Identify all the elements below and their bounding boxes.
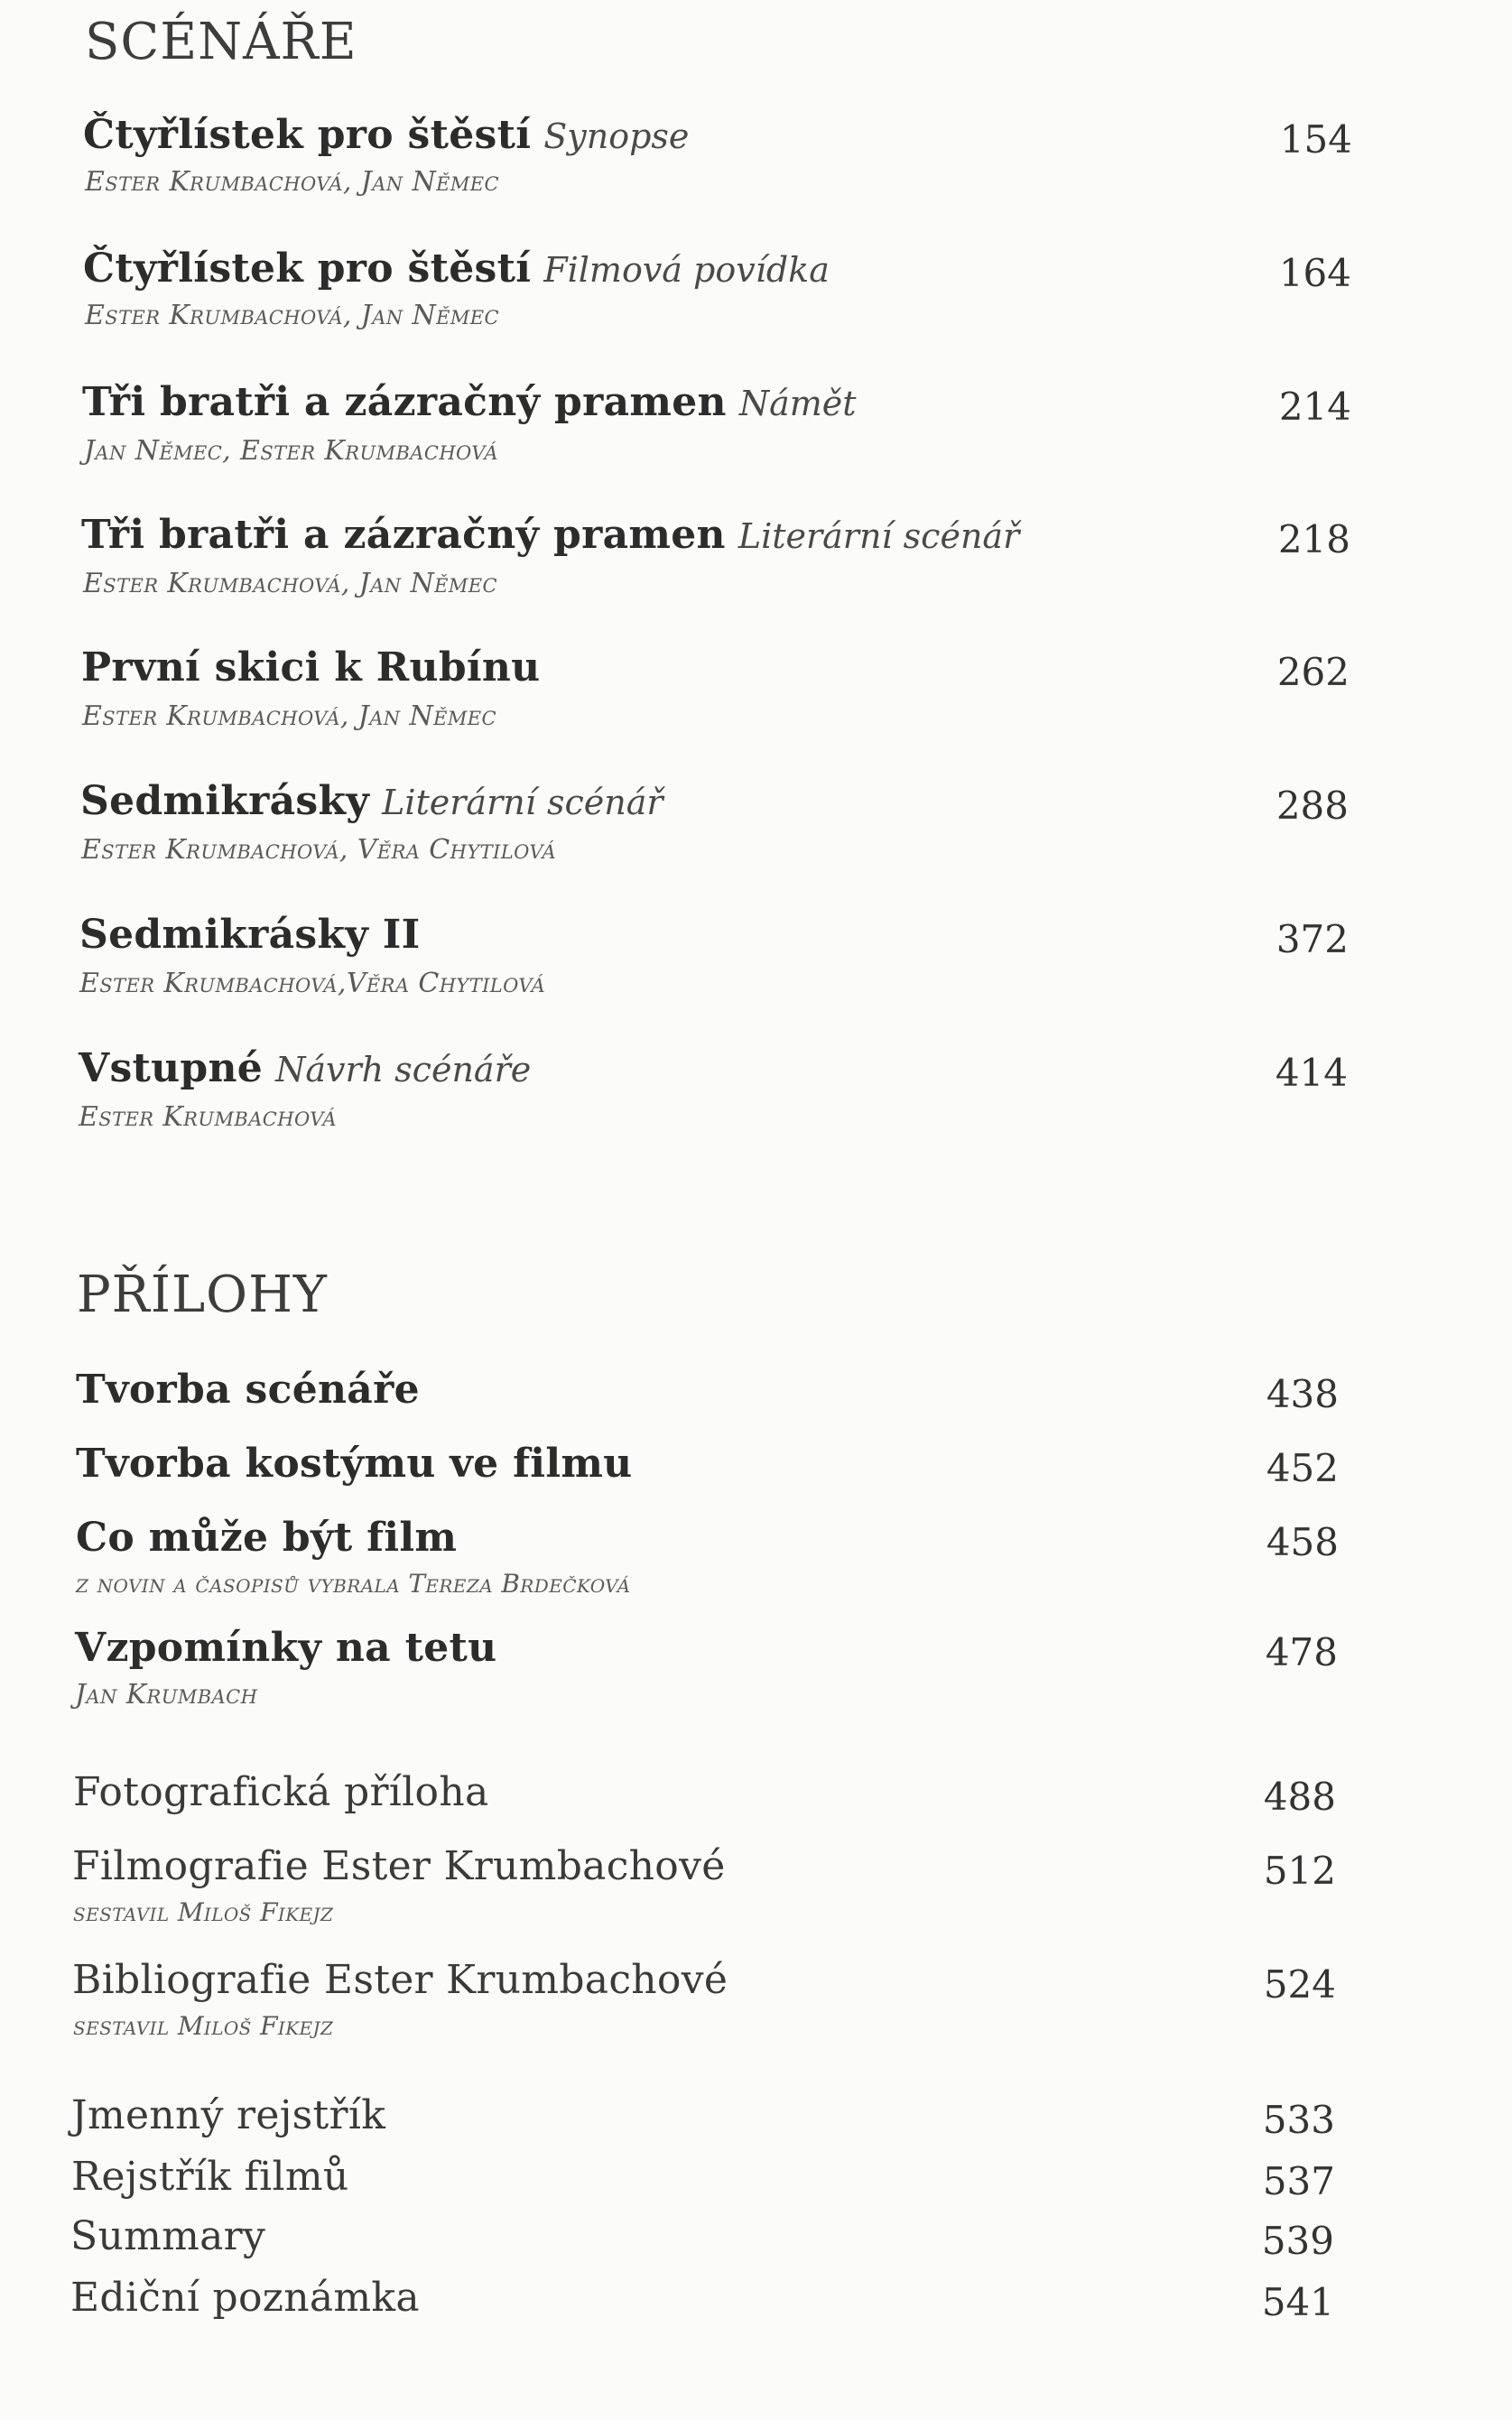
entry-page-number: 452: [1266, 1446, 1339, 1490]
entry-page-number: 524: [1263, 1962, 1336, 2007]
entry-authors: sestavil Miloš Fikejz: [73, 2011, 334, 2041]
entry-authors: Ester Krumbachová: [79, 1101, 337, 1133]
entry-title: Filmografie Ester Krumbachové: [72, 1843, 726, 1889]
entry-title: První skici k Rubínu: [81, 644, 541, 691]
entry-page-number: 214: [1278, 385, 1351, 429]
entry-authors: Ester Krumbachová, Jan Němec: [85, 166, 499, 198]
entry-authors: z novin a časopisů vybrala Tereza Brdečková: [76, 1569, 631, 1599]
entry-authors: Ester Krumbachová, Věra Chytilová: [81, 834, 557, 866]
entry-page-number: 414: [1275, 1051, 1348, 1095]
entry-title: Sedmikrásky Literární scénář: [80, 778, 663, 824]
entry-page-number: 488: [1263, 1775, 1336, 1819]
section-heading-scenare: SCÉNÁŘE: [85, 13, 357, 71]
entry-title: Sedmikrásky II: [79, 912, 421, 958]
entry-authors: sestavil Miloš Fikejz: [73, 1897, 334, 1927]
entry-authors: Jan Němec, Ester Krumbachová: [84, 435, 498, 467]
entry-title: Vstupné Návrh scénáře: [79, 1045, 532, 1091]
entry-page-number: 539: [1261, 2219, 1334, 2263]
entry-page-number: 512: [1263, 1849, 1336, 1893]
entry-title: Bibliografie Ester Krumbachové: [72, 1957, 728, 2003]
entry-page-number: 541: [1261, 2280, 1334, 2324]
entry-page-number: 478: [1265, 1630, 1338, 1674]
entry-page-number: 372: [1275, 917, 1349, 961]
entry-title: Tvorba kostýmu ve filmu: [76, 1441, 633, 1487]
entry-page-number: 262: [1276, 650, 1350, 694]
entry-page-number: 537: [1262, 2159, 1335, 2203]
entry-title: Tři bratři a zázračný pramen Námět: [82, 379, 857, 425]
entry-title: Co může být film: [76, 1515, 458, 1561]
entry-page-number: 288: [1275, 783, 1349, 828]
entry-title: Vzpomínky na tetu: [75, 1625, 497, 1671]
entry-page-number: 218: [1277, 517, 1350, 561]
entry-title: Tři bratři a zázračný pramen Literární scénář: [81, 512, 1020, 558]
entry-title: Summary: [70, 2213, 266, 2259]
entry-title: Tvorba scénáře: [76, 1367, 420, 1413]
entry-title: Čtyřlístek pro štěstí Filmová povídka: [83, 246, 830, 292]
entry-title: Fotografická příloha: [73, 1769, 489, 1815]
entry-page-number: 458: [1266, 1520, 1339, 1564]
entry-authors: Ester Krumbachová, Jan Němec: [82, 700, 496, 732]
entry-title: Ediční poznámka: [70, 2275, 420, 2321]
entry-authors: Jan Krumbach: [75, 1679, 258, 1711]
entry-title: Čtyřlístek pro štěstí Synopse: [83, 112, 690, 158]
section-heading-prilohy: PŘÍLOHY: [77, 1266, 328, 1324]
entry-page-number: 164: [1278, 251, 1351, 295]
entry-page-number: 154: [1279, 117, 1352, 162]
entry-page-number: 533: [1262, 2098, 1335, 2142]
entry-authors: Ester Krumbachová,Věra Chytilová: [79, 968, 546, 999]
entry-authors: Ester Krumbachová, Jan Němec: [85, 300, 499, 331]
entry-authors: Ester Krumbachová, Jan Němec: [83, 568, 497, 599]
entry-page-number: 438: [1266, 1372, 1339, 1416]
entry-title: Rejstřík filmů: [71, 2154, 349, 2200]
entry-title: Jmenný rejstřík: [71, 2092, 386, 2138]
